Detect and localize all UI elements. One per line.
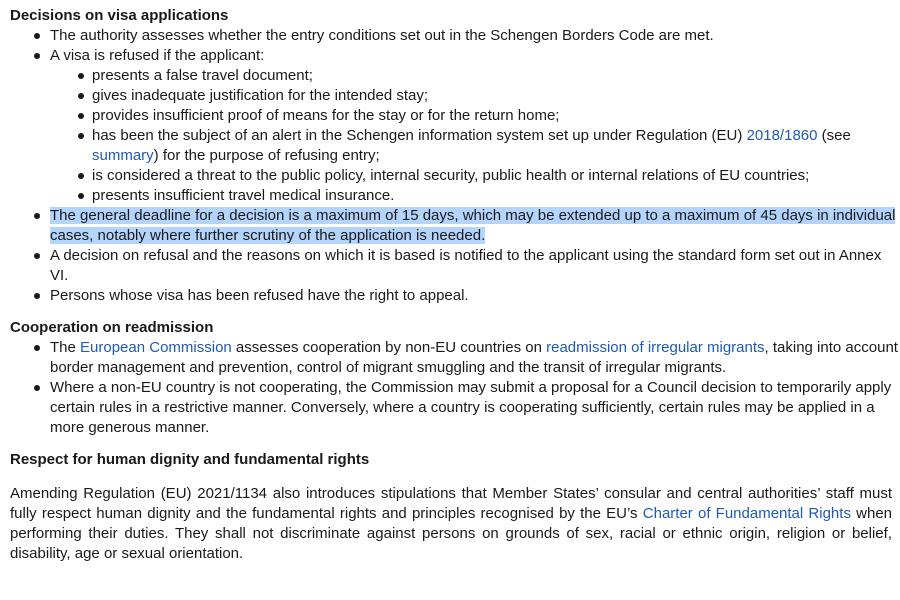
- list-item: [92, 166, 900, 186]
- list-item-text: (see: [817, 127, 851, 144]
- paragraph-text: when performing their duties. They shall not discriminate against persons on grounds of sex, racial or ethnic origin, religion or belief, disability, age or sexual orientation.: [10, 505, 893, 562]
- regulation-2018-1860-link[interactable]: 2018/1860: [746, 127, 818, 144]
- list-item-text: presents insufficient travel medical insurance.: [92, 187, 395, 204]
- list-item: [92, 126, 900, 166]
- list-item-text: has been the subject of an alert in the Schengen information system set up under Regulation (EU): [92, 127, 747, 144]
- list-item-text: gives inadequate justification for the intended stay;: [92, 87, 429, 104]
- list-item-text: A visa is refused if the applicant:: [50, 47, 265, 64]
- list-item-text: is considered a threat to the public policy, internal security, public health or internal relations of EU countries;: [92, 167, 810, 184]
- list-item: [50, 26, 900, 46]
- list-item: [92, 106, 900, 126]
- european-commission-link[interactable]: European Commission: [80, 339, 232, 356]
- list-item-text: The authority assesses whether the entry conditions set out in the Schengen Borders Code are met.: [50, 27, 714, 44]
- list-item-text: assesses cooperation by non-EU countries on: [231, 339, 547, 356]
- list-item-text: A decision on refusal and the reasons on which it is based is notified to the applicant using the standard form set out in Annex VI.: [50, 247, 882, 284]
- charter-link[interactable]: Charter of Fundamental Rights: [642, 505, 851, 522]
- list-item: [50, 286, 900, 306]
- list-item-text: Where a non-EU country is not cooperating, the Commission may submit a proposal for a Council decision to temporarily apply certain rules in a restrictive manner. Conversely, where a country is cooperating sufficiently, certain rules may be applied in a more generous manner.: [50, 379, 892, 436]
- list-item-text: Persons whose visa has been refused have the right to appeal.: [50, 287, 469, 304]
- list-item-text: The: [50, 339, 81, 356]
- list-item: [92, 66, 900, 86]
- visa-decisions-list: [10, 26, 900, 306]
- summary-link[interactable]: summary: [92, 147, 154, 164]
- list-item: [50, 338, 900, 378]
- readmission-list: [10, 338, 900, 438]
- readmission-link[interactable]: readmission of irregular migrants: [546, 339, 765, 356]
- list-item: [50, 378, 900, 438]
- list-item-text: ) for the purpose of refusing entry;: [153, 147, 380, 164]
- dignity-paragraph: [10, 484, 900, 564]
- dignity-section: [10, 450, 900, 564]
- list-item: [92, 186, 900, 206]
- readmission-heading: Cooperation on readmission: [10, 319, 214, 336]
- list-item: [50, 246, 900, 286]
- list-item: [50, 46, 900, 206]
- dignity-heading: Respect for human dignity and fundamental rights: [10, 451, 370, 468]
- list-item-text: , taking into account border management and prevention, control of migrant smuggling and the transit of irregular migrants.: [50, 339, 898, 376]
- list-item-text: provides insufficient proof of means for the stay or for the return home;: [92, 107, 560, 124]
- paragraph-text: Amending Regulation (EU) 2021/1134 also introduces stipulations that Member States’ consular and central authorities’ staff must fully respect human dignity and the fundamental rights and principles recognised by the EU’s: [10, 485, 892, 522]
- visa-decisions-section: [10, 6, 900, 306]
- list-item: [50, 206, 900, 246]
- readmission-section: [10, 318, 900, 438]
- refusal-grounds-list: [50, 66, 900, 206]
- visa-decisions-heading: Decisions on visa applications: [10, 7, 229, 24]
- highlighted-deadline-text[interactable]: The general deadline for a decision is a maximum of 15 days, which may be extended up to a maximum of 45 days in individual cases, notably where further scrutiny of the application is needed.: [50, 207, 896, 244]
- list-item: [92, 86, 900, 106]
- list-item-text: presents a false travel document;: [92, 67, 313, 84]
